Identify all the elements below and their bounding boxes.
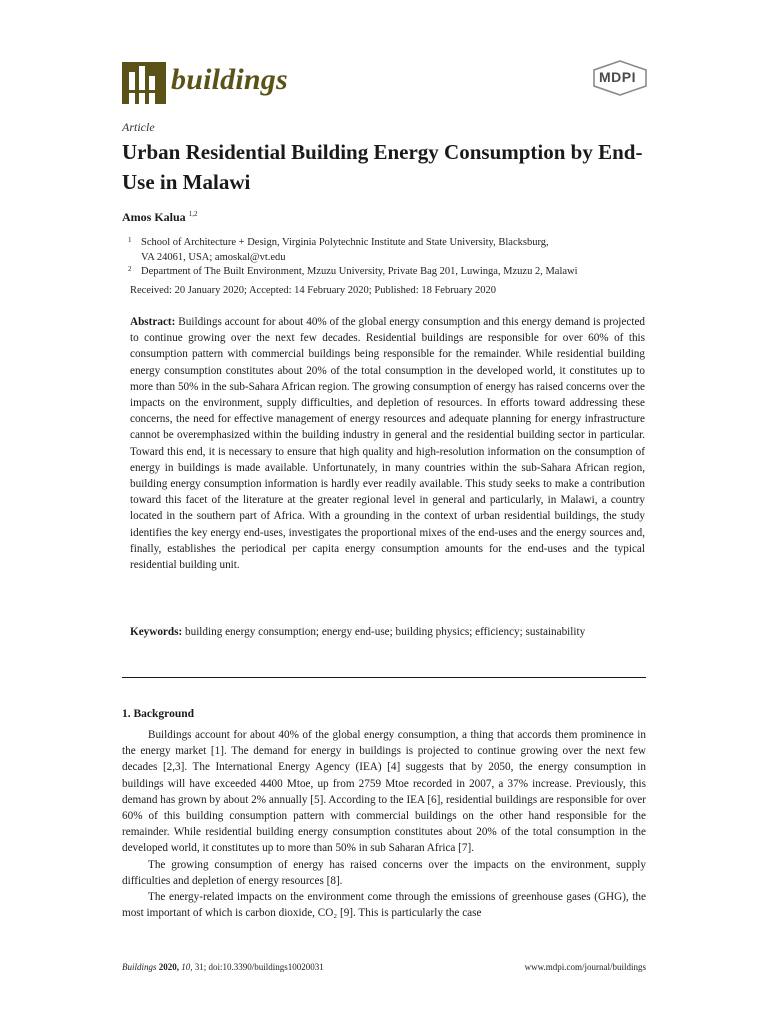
abstract <box>130 314 645 573</box>
affiliation-2 <box>128 264 668 279</box>
paper-title: Urban Residential Building Energy Consumption by End-Use in Malawi <box>122 140 643 194</box>
keywords <box>130 624 645 640</box>
author-name: Amos Kalua <box>122 210 186 224</box>
section-heading: 1. Background <box>122 708 195 720</box>
abstract-text: Buildings account for about 40% of the global energy consumption and this energy demand is projected to continue growing over the next few decades. Residential buildings are responsible for over 60% of this consumption pattern with commercial buildings being responsible for the remainder. While residential building energy consumption constitutes about 20% of the total consumption in the developed world, it constitutes up to more than 50% in the sub-Sahara African region. The growing consumption of energy has raised concerns over the impacts on the environment, supply difficulties, and depletion of resources. In efforts toward addressing these concerns, the need for effective management of energy resources and adequate planning for energy infrastructure cannot be overemphasized within the building industry in general and the residential building sector in particular. Toward this end, it is necessary to ensure that high quality and high-resolution information on the consumption of energy in buildings is made available. Unfortunately, in many countries within the sub-Sahara African region, building energy consumption information is hardly ever readily available. This study seeks to make a contribution toward this facet of the literature at the greater regional level in general and particularly, in Malawi, a country located in the southern part of Africa. With a grounding in the context of urban residential buildings, the study identifies the key energy end-uses, investigates the proportional mixes of the end-uses and the energy sources and, finally, establishes the periodical per capita energy consumption amounts for the end-uses and the typical residential building unit. <box>130 316 645 572</box>
affiliation-1 <box>128 235 668 265</box>
footer-url: www.mdpi.com/journal/buildings <box>524 962 646 972</box>
section-divider <box>122 677 646 678</box>
keywords-label: Keywords: <box>130 626 183 638</box>
body-paragraph: The growing consumption of energy has raised concerns over the impacts on the environment, supply difficulties and depletion of energy resources [8]. <box>122 858 646 887</box>
article-type: Article <box>122 120 155 134</box>
publisher-name: MDPI <box>599 69 636 85</box>
abstract-label: Abstract: <box>130 316 176 328</box>
section-body <box>122 727 646 921</box>
footer-volume: 10, <box>181 962 193 972</box>
footer-doi: 31; doi:10.3390/buildings10020031 <box>194 962 324 972</box>
affiliation-text: Department of The Built Environment, Mzuzu University, Private Bag 201, Luwinga, Mzuzu 2, Malawi <box>141 266 578 277</box>
affiliation-number: 1 <box>128 236 132 244</box>
body-paragraph: Buildings account for about 40% of the global energy consumption, a thing that accords them prominence in the energy market [1]. The demand for energy in buildings is projected to continue growing over the next few decades [2,3]. The International Energy Agency (IEA) [4] suggests that by 2050, the energy consumption in buildings will have exceeded 4400 Mtoe, up from 2759 Mtoe recorded in 2007, a 37% increase. Previously, this demand has grown by about 2% annually [5]. According to the IEA [6], residential buildings are responsible for over 60% of this building consumption pattern with commercial buildings on the other hand responsible for the remainder. While residential building energy consumption constitutes about 20% of the total consumption in the developed world, it constitutes up to more than 50% in sub Saharan Africa [7]. <box>122 729 646 855</box>
author-affil-marks: 1,2 <box>188 210 198 218</box>
keywords-text: building energy consumption; energy end-use; building physics; efficiency; sustainability <box>185 626 586 638</box>
publication-dates: Received: 20 January 2020; Accepted: 14 February 2020; Published: 18 February 2020 <box>130 285 496 296</box>
body-paragraph: The energy-related impacts on the environment come through the emissions of greenhouse gases (GHG), the most important of which is carbon dioxide, CO₂ [9]. This is particularly the case <box>122 891 646 920</box>
footer-citation <box>122 962 324 972</box>
buildings-logo-icon <box>122 62 166 104</box>
author <box>122 210 197 225</box>
affiliation-text: School of Architecture + Design, Virginia Polytechnic Institute and State University, Blacksburg, VA 24061, USA; amoskal@vt.edu <box>141 237 549 263</box>
affiliation-number: 2 <box>128 265 132 273</box>
journal-name: buildings <box>171 63 288 96</box>
footer-year: 2020, <box>158 962 180 972</box>
footer-journal: Buildings <box>122 962 157 972</box>
